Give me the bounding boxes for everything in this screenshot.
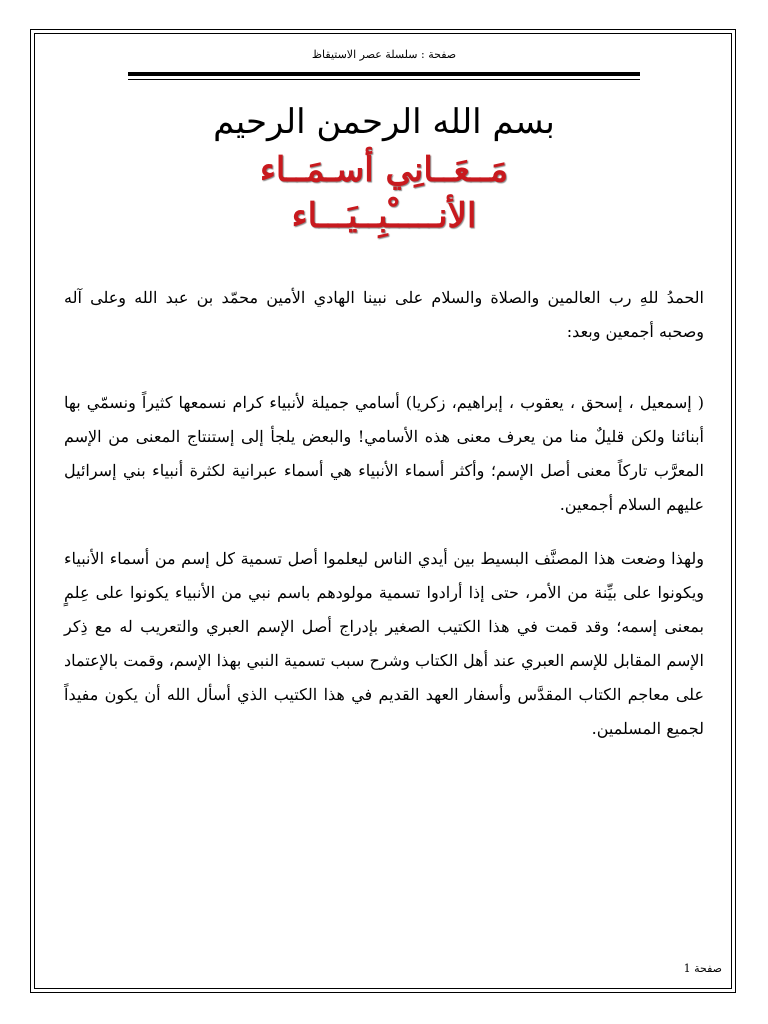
page-number: صفحة 1 — [683, 962, 722, 975]
paragraph-names: ( إسمعيل ، إسحق ، يعقوب ، إبراهيم، زكريا) أسامي جميلة لأنبياء كرام نسمعها كثيراً ونسمّي بها أبنائنا ولكن قليلٌ منا من يعرف معنى هذه الأسامي! والبعض يلجأ إلى إستنتاج المعنى من الإسم المعرَّب تاركاً معنى أصل الإسم؛ وأكثر أسماء الأنبياء هي أسماء عبرانية لكثرة أنبياء بني إسرائيل عليهم السلام أجمعين. — [64, 393, 704, 514]
document-title-line-1: مَــعَــانِي أسـمَــاء — [259, 150, 509, 190]
basmala-heading: بسم الله الرحمن الرحيم — [213, 102, 555, 142]
header-rule-thin — [128, 79, 640, 80]
running-header: صفحة : سلسلة عصر الاستيقاظ — [311, 48, 457, 61]
paragraph-intro: الحمدُ للهِ رب العالمين والصلاة والسلام على نبينا الهادي الأمين محمّد بن عبد الله وعلى آله وصحبه أجمعين وبعد: — [64, 288, 704, 341]
paragraph-purpose: ولهذا وضعت هذا المصنَّف البسيط بين أيدي الناس ليعلموا أصل تسمية كل إسم من أسماء الأنبياء ويكونوا على بيِّنة من الأمر، حتى إذا أرادوا تسمية مولودهم باسم نبي من الأنبياء يكونوا على عِلمٍ بمعنى إسمه؛ وقد قمت في هذا الكتيب الصغير بإدراج أصل الإسم العبري والتعريب له مع ذِكر الإسم المقابل للإسم العبري عند أهل الكتاب وشرح سبب تسمية النبي بهذا الإسم، وقمت بالإعتماد على معاجم الكتاب المقدَّس وأسفار العهد القديم في هذا الكتيب الذي أسأل الله أن يكون مفيداً لجميع المسلمين. — [64, 549, 704, 738]
header-rule-thick — [128, 72, 640, 76]
document-title-line-2: الأنـــــْبِــيَـــاء — [291, 196, 477, 236]
